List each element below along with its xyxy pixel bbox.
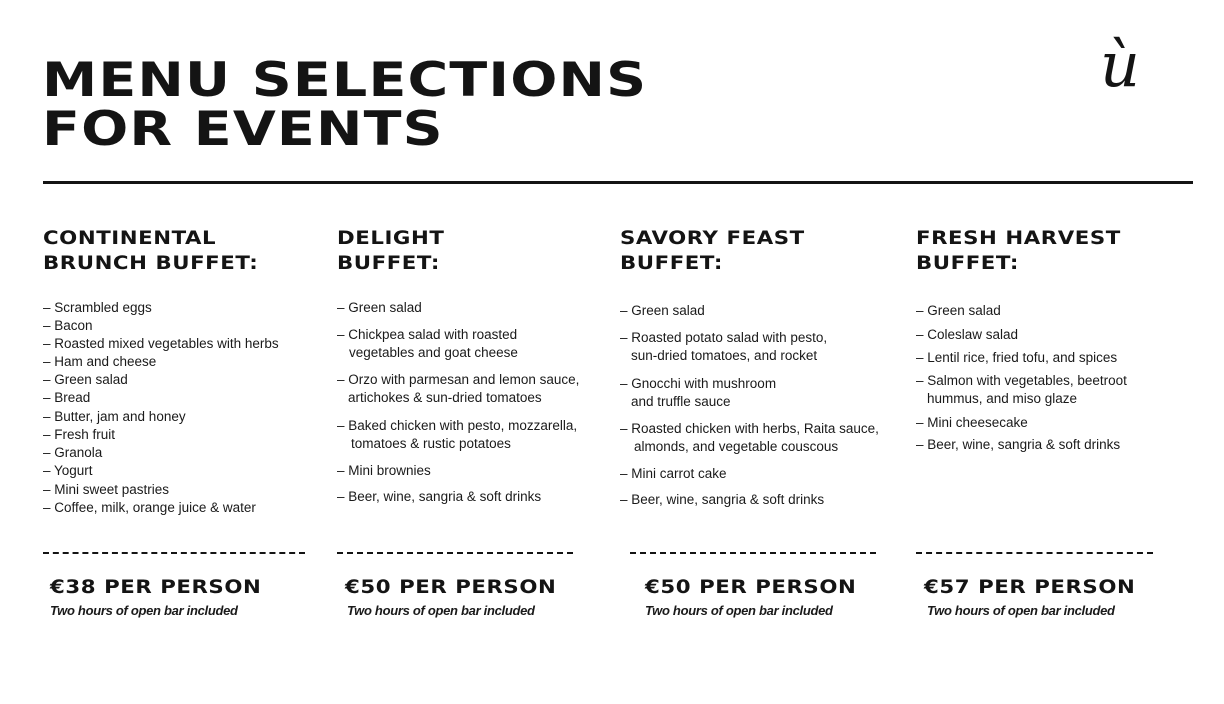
buffet-title-line-2: BRUNCH BUFFET: (43, 252, 259, 274)
buffet-title-line-1: DELIGHT (337, 227, 445, 249)
list-item: – Lentil rice, fried tofu, and spices (916, 350, 1118, 365)
list-item-continued: sun-dried tomatoes, and rocket (631, 348, 818, 363)
price-divider (916, 552, 1153, 554)
list-item: – Bread (43, 390, 91, 405)
price-note: Two hours of open bar included (927, 603, 1115, 618)
list-item: – Roasted potato salad with pesto, (620, 330, 828, 345)
list-item: – Coffee, milk, orange juice & water (43, 500, 256, 515)
list-item: – Salmon with vegetables, beetroot (916, 373, 1127, 388)
list-item: – Green salad (337, 300, 422, 315)
list-item: – Green salad (43, 372, 128, 387)
list-item: – Mini cheesecake (916, 415, 1028, 430)
list-item: – Mini carrot cake (620, 466, 727, 481)
header-divider (43, 181, 1193, 184)
list-item-continued: vegetables and goat cheese (349, 345, 518, 360)
price-divider (43, 552, 305, 554)
list-item: – Yogurt (43, 463, 93, 478)
list-item: – Chickpea salad with roasted (337, 327, 518, 342)
list-item: – Granola (43, 445, 103, 460)
price-divider (630, 552, 876, 554)
price-note: Two hours of open bar included (645, 603, 833, 618)
list-item-continued: almonds, and vegetable couscous (634, 439, 839, 454)
price-label: €50 PER PERSON (345, 576, 557, 598)
buffet-title (43, 226, 258, 276)
brand-logo: ù (1100, 28, 1140, 101)
list-item: – Green salad (620, 303, 705, 318)
list-item: – Scrambled eggs (43, 300, 152, 315)
list-item-continued: tomatoes & rustic potatoes (351, 436, 511, 451)
list-item: – Orzo with parmesan and lemon sauce, (337, 372, 580, 387)
buffet-title (620, 226, 805, 276)
list-item: – Beer, wine, sangria & soft drinks (916, 437, 1121, 452)
page-title (42, 53, 648, 157)
list-item: – Fresh fruit (43, 427, 116, 442)
buffet-title (916, 226, 1121, 276)
list-item-continued: and truffle sauce (631, 394, 731, 409)
list-item: – Coleslaw salad (916, 327, 1019, 342)
list-item: – Butter, jam and honey (43, 409, 186, 424)
list-item-continued: artichokes & sun-dried tomatoes (348, 390, 542, 405)
list-item: – Beer, wine, sangria & soft drinks (620, 492, 825, 507)
page-title-line-1: MENU SELECTIONS (42, 53, 648, 108)
buffet-title (337, 226, 444, 276)
list-item: – Bacon (43, 318, 93, 333)
list-item: – Green salad (916, 303, 1001, 318)
price-label: €57 PER PERSON (924, 576, 1136, 598)
list-item: – Roasted chicken with herbs, Raita sauce, (620, 421, 879, 436)
price-label: €50 PER PERSON (645, 576, 857, 598)
price-note: Two hours of open bar included (347, 603, 535, 618)
price-divider (337, 552, 573, 554)
buffet-title-line-1: CONTINENTAL (43, 227, 217, 249)
buffet-title-line-2: BUFFET: (916, 252, 1019, 274)
price-note: Two hours of open bar included (50, 603, 238, 618)
list-item: – Roasted mixed vegetables with herbs (43, 336, 279, 351)
page-title-line-2: FOR EVENTS (42, 102, 444, 157)
list-item-continued: hummus, and miso glaze (927, 391, 1078, 406)
buffet-title-line-2: BUFFET: (620, 252, 723, 274)
buffet-title-line-2: BUFFET: (337, 252, 440, 274)
list-item: – Baked chicken with pesto, mozzarella, (337, 418, 578, 433)
buffet-title-line-1: SAVORY FEAST (620, 227, 805, 249)
list-item: – Mini sweet pastries (43, 482, 170, 497)
buffet-title-line-1: FRESH HARVEST (916, 227, 1121, 249)
list-item: – Beer, wine, sangria & soft drinks (337, 489, 542, 504)
price-label: €38 PER PERSON (50, 576, 262, 598)
list-item: – Mini brownies (337, 463, 431, 478)
list-item: – Ham and cheese (43, 354, 157, 369)
list-item: – Gnocchi with mushroom (620, 376, 777, 391)
